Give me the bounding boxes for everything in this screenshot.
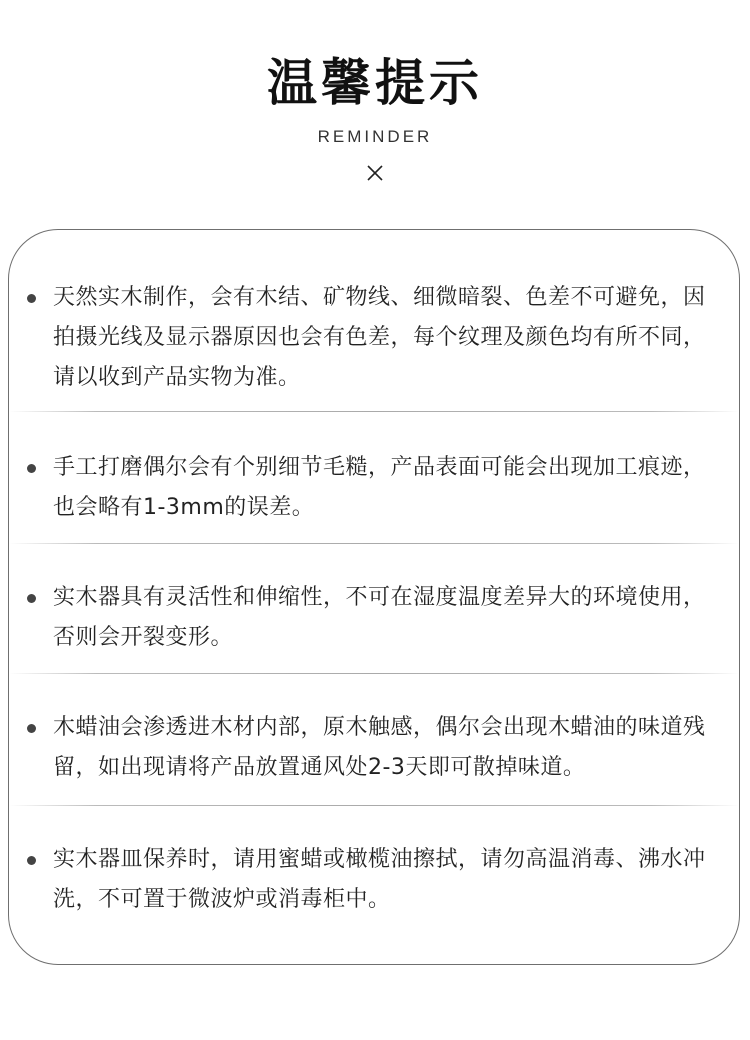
note-text: 木蜡油会渗透进木材内部，原木触感，偶尔会出现木蜡油的味道残留，如出现请将产品放置通风处2-3天即可散掉味道。 — [53, 715, 706, 780]
page-subtitle: REMINDER — [317, 127, 433, 146]
bullet-icon — [27, 294, 36, 303]
divider — [9, 805, 739, 806]
page-title: 温馨提示 — [267, 54, 483, 112]
close-icon — [365, 163, 385, 183]
note-text: 天然实木制作，会有木结、矿物线、细微暗裂、色差不可避免，因拍摄光线及显示器原因也会有色差，每个纹理及颜色均有所不同，请以收到产品实物为准。 — [53, 285, 706, 390]
divider — [9, 411, 739, 412]
reminder-card — [8, 229, 740, 965]
bullet-icon — [27, 724, 36, 733]
note-text: 手工打磨偶尔会有个别细节毛糙，产品表面可能会出现加工痕迹，也会略有1-3mm的误差。 — [53, 455, 706, 520]
note-text: 实木器皿保养时，请用蜜蜡或橄榄油擦拭，请勿高温消毒、沸水冲洗，不可置于微波炉或消毒柜中。 — [53, 847, 706, 912]
bullet-icon — [27, 594, 36, 603]
divider — [9, 543, 739, 544]
bullet-icon — [27, 464, 36, 473]
divider — [9, 673, 739, 674]
note-text: 实木器具有灵活性和伸缩性，不可在湿度温度差异大的环境使用，否则会开裂变形。 — [53, 585, 706, 650]
bullet-icon — [27, 856, 36, 865]
